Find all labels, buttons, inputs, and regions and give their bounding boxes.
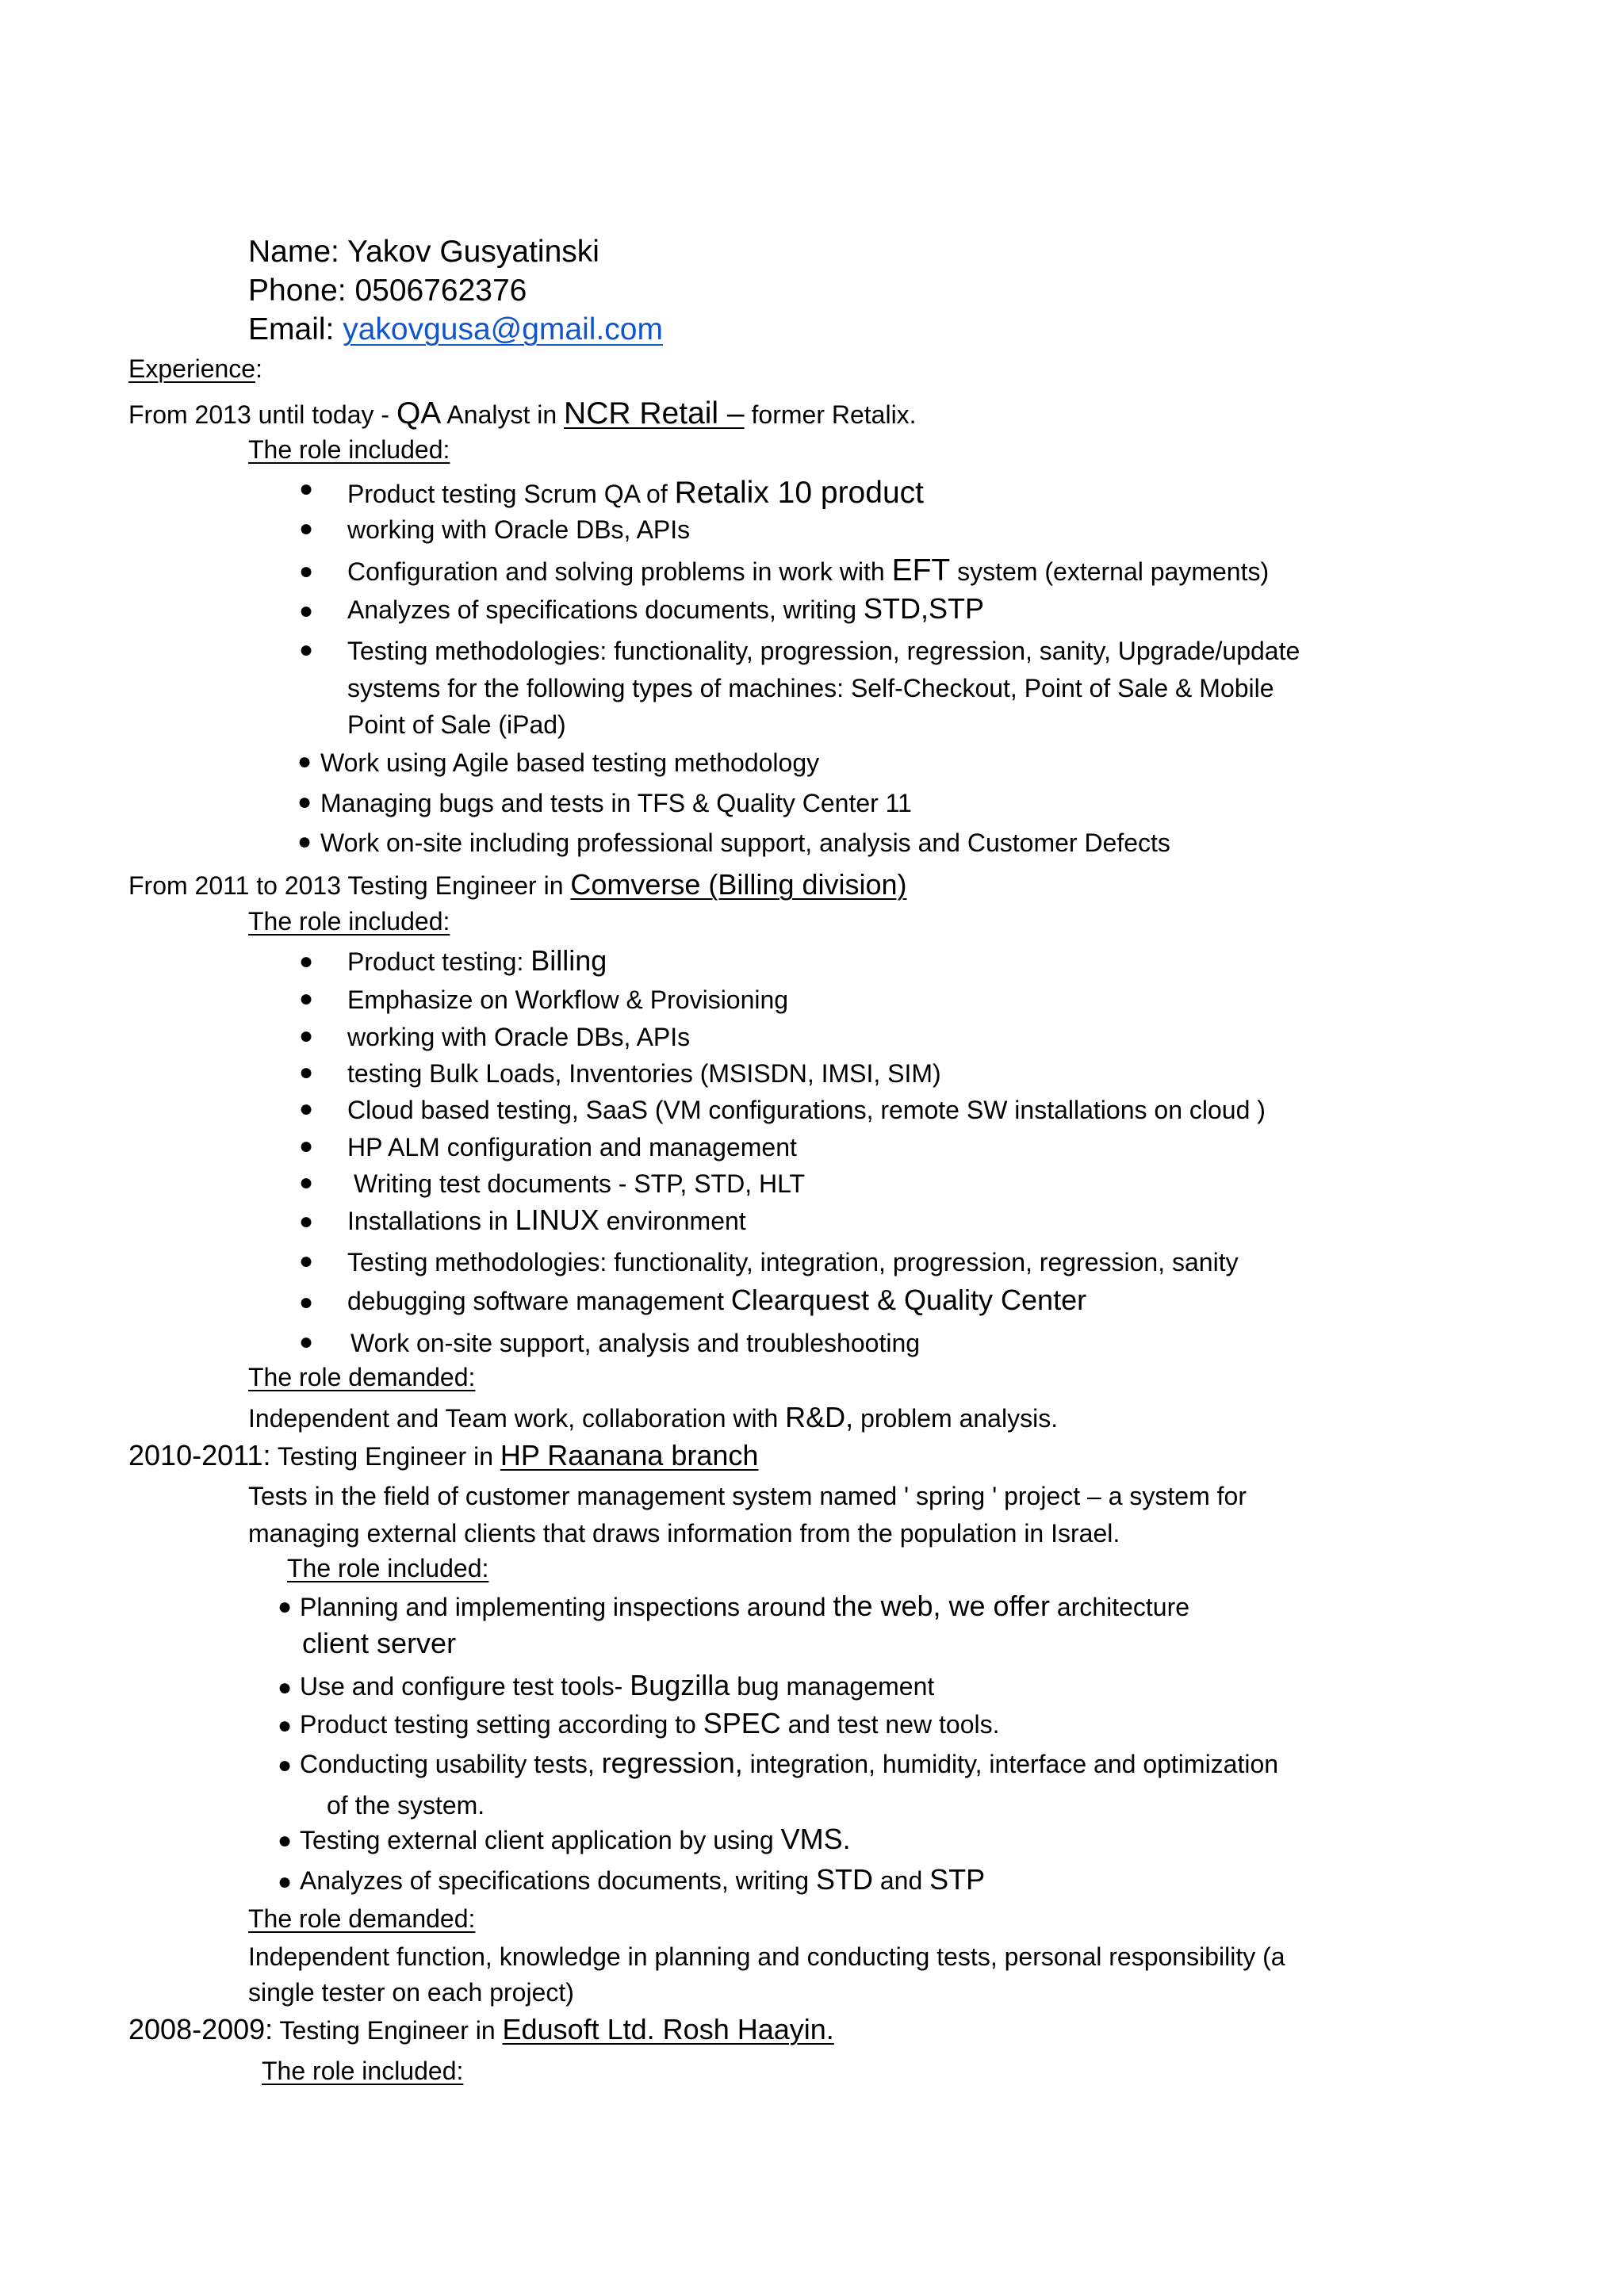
job2-bullet-5: Cloud based testing, SaaS (VM configurations, remote SW installations on cloud ) bbox=[347, 1096, 1266, 1124]
job3-company: HP Raanana branch bbox=[500, 1439, 759, 1471]
email-label: Email: bbox=[248, 312, 335, 346]
job2-bullet-6: HP ALM configuration and management bbox=[347, 1133, 797, 1161]
bullet: ● bbox=[297, 828, 312, 855]
bullet: ● bbox=[278, 1674, 293, 1701]
demanded-text: problem analysis. bbox=[860, 1404, 1059, 1433]
bullet-text: bug management bbox=[737, 1672, 935, 1701]
job1-mid: Analyst in bbox=[446, 400, 557, 429]
bullet-highlight: Billing bbox=[530, 944, 607, 977]
job2-role-included: The role included: bbox=[248, 907, 450, 936]
bullet-text: Analyzes of specifications documents, writing bbox=[300, 1866, 810, 1895]
bullet: ● bbox=[299, 1169, 314, 1196]
bullet-text: integration, humidity, interface and optimization bbox=[749, 1750, 1279, 1778]
bullet: ● bbox=[278, 1827, 293, 1854]
job1-bullet-7: Managing bugs and tests in TFS & Quality Center 11 bbox=[320, 789, 912, 817]
phone-label: Phone: bbox=[248, 274, 347, 308]
bullet: ● bbox=[299, 985, 314, 1012]
bullet-highlight: VMS. bbox=[780, 1823, 851, 1855]
bullet: ● bbox=[278, 1594, 293, 1620]
bullet-highlight: Clearquest & Quality Center bbox=[730, 1284, 1087, 1316]
bullet-highlight: Bugzilla bbox=[630, 1669, 730, 1701]
bullet-text: and bbox=[879, 1866, 923, 1895]
bullet-text: Conducting usability tests, bbox=[300, 1750, 595, 1778]
bullet-highlight: regression, bbox=[601, 1747, 743, 1779]
bullet-text: Product testing setting according to bbox=[300, 1710, 696, 1739]
job1-bullet-6: Work using Agile based testing methodology bbox=[320, 748, 820, 777]
job2-bullet-3: working with Oracle DBs, APIs bbox=[347, 1023, 691, 1051]
job3-bullet-4 bbox=[300, 1749, 1278, 1777]
job1-bullet-1 bbox=[347, 477, 924, 508]
email-line bbox=[248, 314, 663, 345]
bullet-highlight: STP bbox=[929, 1863, 986, 1896]
bullet: ● bbox=[299, 1059, 314, 1085]
job2-company: Comverse (Billing division) bbox=[570, 868, 907, 901]
bullet: ● bbox=[299, 1248, 314, 1274]
bullet: ● bbox=[297, 789, 312, 815]
bullet: ● bbox=[299, 515, 314, 541]
job1-bullet-5-line1: Testing methodologies: functionality, progression, regression, sanity, Upgrade/update bbox=[347, 637, 1300, 665]
bullet-text: architecture bbox=[1056, 1593, 1190, 1621]
bullet: ● bbox=[299, 476, 314, 502]
job1-bullet-3 bbox=[347, 555, 1269, 586]
job3-role-demanded: The role demanded: bbox=[248, 1904, 476, 1933]
job2-role-demanded: The role demanded: bbox=[248, 1363, 476, 1391]
job3-bullet-2 bbox=[300, 1671, 934, 1700]
job1-bullet-8: Work on-site including professional support, analysis and Customer Defects bbox=[320, 828, 1170, 857]
job2-prefix: From 2011 to 2013 Testing Engineer in bbox=[128, 871, 564, 900]
bullet-text: Planning and implementing inspections around bbox=[300, 1593, 826, 1621]
bullet: ● bbox=[278, 1752, 293, 1778]
phone-line bbox=[248, 275, 527, 306]
experience-colon: : bbox=[255, 354, 262, 383]
job3-demanded-line2: single tester on each project) bbox=[248, 1978, 574, 2007]
bullet-text: system (external payments) bbox=[957, 557, 1270, 586]
bullet: ● bbox=[299, 1289, 314, 1315]
name-value: Yakov Gusyatinski bbox=[347, 235, 599, 269]
job2-header bbox=[128, 868, 907, 901]
job2-bullet-4: testing Bulk Loads, Inventories (MSISDN, IMSI, SIM) bbox=[347, 1059, 941, 1088]
bullet-text: Installations in bbox=[347, 1207, 508, 1235]
job2-bullet-9: Testing methodologies: functionality, integration, progression, regression, sanity bbox=[347, 1248, 1239, 1276]
job1-title: QA bbox=[396, 396, 442, 430]
bullet: ● bbox=[278, 1869, 293, 1895]
job4-header bbox=[128, 2015, 834, 2044]
job2-bullet-11: Work on-site support, analysis and troubleshooting bbox=[350, 1329, 921, 1357]
bullet: ● bbox=[299, 558, 314, 584]
job1-bullet-5-line3: Point of Sale (iPad) bbox=[347, 710, 566, 739]
job4-role-included: The role included: bbox=[262, 2057, 464, 2085]
bullet-highlight: LINUX bbox=[515, 1203, 599, 1236]
bullet-highlight: STD,STP bbox=[863, 592, 984, 625]
bullet-highlight: the web, we offer bbox=[833, 1590, 1050, 1622]
bullet-text: Analyzes of specifications documents, writing bbox=[347, 595, 857, 624]
job4-years: 2008-2009: bbox=[128, 2013, 274, 2045]
phone-value: 0506762376 bbox=[354, 274, 527, 308]
email-link[interactable]: yakovgusa@gmail.com bbox=[343, 312, 663, 346]
bullet-text: Configuration and solving problems in work with bbox=[347, 557, 885, 586]
job3-bullet-3 bbox=[300, 1709, 1000, 1738]
job3-role-included: The role included: bbox=[287, 1554, 489, 1582]
job3-demanded-line1: Independent function, knowledge in planning and conducting tests, personal responsibility (a bbox=[248, 1942, 1285, 1971]
job3-bullet-5 bbox=[300, 1825, 851, 1854]
bullet-text: environment bbox=[606, 1207, 746, 1235]
job3-bullet-1 bbox=[300, 1592, 1189, 1621]
bullet-highlight: Retalix 10 product bbox=[674, 476, 924, 510]
bullet: ● bbox=[299, 1096, 314, 1122]
job3-bullet-1-cont: client server bbox=[302, 1627, 457, 1659]
bullet-highlight: SPEC bbox=[703, 1707, 781, 1739]
job3-years: 2010-2011: bbox=[128, 1439, 271, 1471]
name-label: Name: bbox=[248, 235, 339, 269]
bullet: ● bbox=[297, 748, 312, 775]
job3-bullet-4-cont: of the system. bbox=[327, 1791, 485, 1820]
job1-role-included: The role included: bbox=[248, 435, 450, 464]
job2-demanded-text bbox=[248, 1403, 1058, 1432]
bullet-text: Testing external client application by using bbox=[300, 1826, 774, 1854]
job3-bullet-6 bbox=[300, 1863, 986, 1896]
job1-bullet-2: working with Oracle DBs, APIs bbox=[347, 515, 691, 544]
demanded-highlight: R&D, bbox=[785, 1401, 854, 1433]
experience-heading bbox=[128, 356, 262, 381]
experience-title: Experience bbox=[128, 354, 256, 383]
bullet: ● bbox=[299, 948, 314, 974]
job2-bullet-7: Writing test documents - STP, STD, HLT bbox=[354, 1169, 806, 1198]
bullet: ● bbox=[299, 1133, 314, 1159]
bullet: ● bbox=[278, 1712, 293, 1739]
job3-desc-line2: managing external clients that draws information from the population in Israel. bbox=[248, 1519, 1120, 1548]
bullet: ● bbox=[299, 1023, 314, 1049]
job3-desc-line1: Tests in the field of customer management system named ' spring ' project – a system for bbox=[248, 1482, 1247, 1510]
job1-prefix: From 2013 until today - bbox=[128, 400, 390, 429]
job4-company: Edusoft Ltd. Rosh Haayin. bbox=[502, 2013, 834, 2045]
bullet-text: Product testing: bbox=[347, 947, 524, 976]
bullet: ● bbox=[299, 637, 314, 663]
job1-suffix: former Retalix. bbox=[751, 400, 917, 429]
job3-header bbox=[128, 1441, 758, 1470]
job4-prefix: Testing Engineer in bbox=[279, 2016, 496, 2045]
bullet-highlight: STD bbox=[815, 1863, 873, 1896]
bullet-text: and test new tools. bbox=[787, 1710, 1000, 1739]
job2-bullet-10 bbox=[347, 1286, 1086, 1314]
job1-company: NCR Retail – bbox=[564, 396, 745, 430]
job1-bullet-4 bbox=[347, 592, 984, 625]
bullet-text: Product testing Scrum QA of bbox=[347, 480, 668, 508]
demanded-text: Independent and Team work, collaboration with bbox=[248, 1404, 779, 1433]
job2-bullet-2: Emphasize on Workflow & Provisioning bbox=[347, 985, 789, 1014]
job1-bullet-5-line2: systems for the following types of machines: Self-Checkout, Point of Sale & Mobile bbox=[347, 674, 1274, 702]
bullet-text: debugging software management bbox=[347, 1287, 724, 1315]
bullet-highlight: EFT bbox=[891, 553, 951, 587]
bullet: ● bbox=[299, 1208, 314, 1234]
job3-prefix: Testing Engineer in bbox=[277, 1442, 493, 1471]
name-line bbox=[248, 236, 599, 267]
bullet: ● bbox=[299, 598, 314, 624]
job2-bullet-8 bbox=[347, 1203, 746, 1236]
bullet: ● bbox=[299, 1329, 314, 1355]
bullet-text: Use and configure test tools- bbox=[300, 1672, 623, 1701]
job1-header bbox=[128, 398, 917, 429]
job2-bullet-1 bbox=[347, 944, 607, 977]
